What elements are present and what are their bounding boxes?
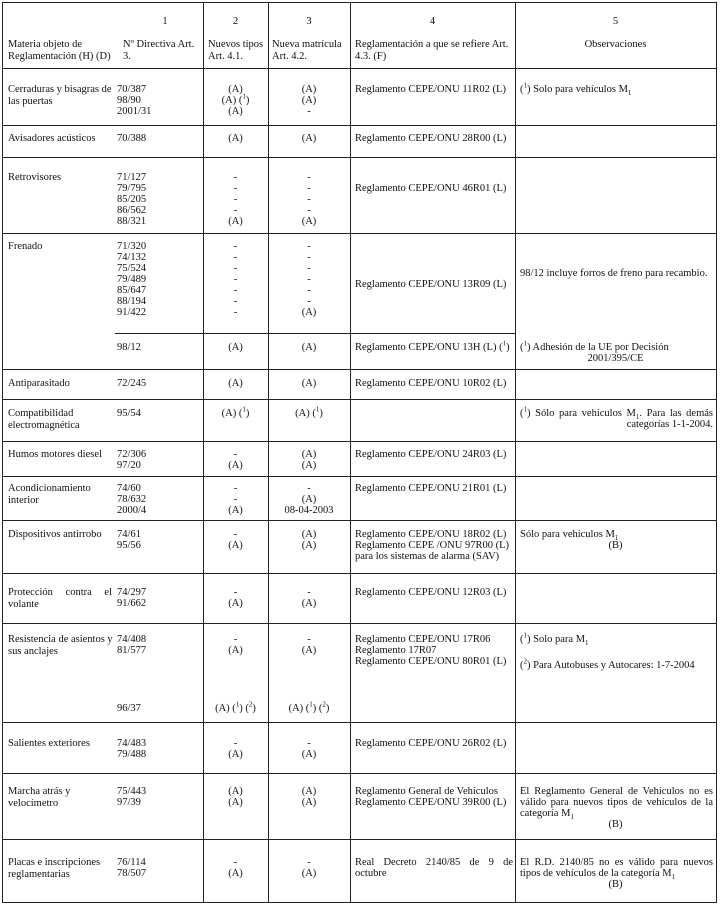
row-reglamentacion: Reglamento CEPE/ONU 46R01 (L) — [355, 183, 507, 194]
col-divider-5 — [515, 2, 516, 903]
row-nuevos-tipos: (A) — [228, 505, 243, 516]
row-nuevos-tipos: - — [233, 252, 238, 263]
row-directiva: 75/443 — [117, 786, 147, 797]
row-nueva-matricula: (A) — [301, 540, 317, 551]
row-nueva-matricula: (A) ($^1$) ($^2$) — [288, 700, 330, 714]
row-nueva-matricula: (A) — [301, 449, 317, 460]
row-directiva: 75/524 — [117, 263, 147, 274]
row-directiva: 78/507 — [117, 868, 147, 879]
row-nueva-matricula: (A) — [301, 868, 317, 879]
row-observacion: El Reglamento General de Vehículos no es — [520, 786, 713, 797]
row-divider — [2, 476, 717, 477]
row-reglamentacion: Reglamento CEPE/ONU 28R00 (L) — [355, 133, 507, 144]
row-nuevos-tipos: - — [233, 587, 238, 598]
row-directiva: 76/114 — [117, 857, 146, 868]
row-nuevos-tipos: - — [233, 634, 238, 645]
row-nueva-matricula: - — [307, 274, 311, 285]
row-nueva-matricula: (A) — [301, 95, 317, 106]
col-number-4: 4 — [429, 16, 436, 27]
row-directiva: 97/39 — [117, 797, 141, 808]
row-observacion: El R.D. 2140/85 no es válido para nuevos — [520, 857, 713, 868]
row-nuevos-tipos: (A) — [228, 540, 243, 551]
row-nuevos-tipos: (A) — [228, 749, 243, 760]
row-directiva: 85/647 — [117, 285, 147, 296]
row-directiva: 70/387 — [117, 84, 147, 95]
row-nueva-matricula: - — [307, 634, 311, 645]
row-observacion: ($^1$) Solo para $M_1$ — [520, 631, 589, 648]
row-divider — [2, 441, 717, 442]
row-directiva: 98/12 — [117, 342, 141, 353]
header-nueva-matricula: Nueva matrícula Art. 4.2. — [272, 39, 342, 62]
row-reglamentacion: Reglamento CEPE/ONU 13H (L) ($^1$) — [355, 339, 510, 353]
row-nuevos-tipos: (A) — [228, 106, 243, 117]
row-directiva: 79/795 — [117, 183, 147, 194]
row-directiva: 88/321 — [117, 216, 147, 227]
row-nueva-matricula: (A) — [301, 342, 317, 353]
row-observacion: Sólo para vehículos $M_1$ — [520, 529, 619, 543]
header-observaciones: Observaciones — [584, 39, 647, 50]
row-directiva: 88/194 — [117, 296, 147, 307]
row-nueva-matricula: 08-04-2003 — [284, 505, 334, 516]
row-nuevos-tipos: - — [233, 857, 238, 868]
row-directiva: 81/577 — [117, 645, 147, 656]
row-nueva-matricula: - — [307, 183, 311, 194]
row-reglamentacion: Reglamento General de Vehículos — [355, 786, 498, 797]
row-nueva-matricula: (A) — [301, 133, 317, 144]
row-divider — [2, 773, 717, 774]
row-divider — [2, 2, 717, 3]
row-nuevos-tipos: (A) — [228, 133, 243, 144]
row-nueva-matricula: - — [307, 194, 311, 205]
row-nueva-matricula: - — [307, 263, 311, 274]
row-materia: Protección contra el volante — [8, 587, 112, 610]
row-directiva: 85/205 — [117, 194, 147, 205]
row-reglamentacion: Reglamento CEPE /ONU 97R00 (L) — [355, 540, 509, 551]
row-directiva: 70/388 — [117, 133, 147, 144]
row-nueva-matricula: - — [307, 285, 311, 296]
row-divider-partial — [115, 333, 515, 334]
row-nuevos-tipos: - — [233, 307, 238, 318]
row-nueva-matricula: - — [307, 857, 311, 868]
row-nuevos-tipos: (A) — [228, 378, 243, 389]
row-directiva: 74/132 — [117, 252, 147, 263]
table-border-right — [716, 2, 717, 903]
row-observacion: 2001/395/CE — [587, 353, 644, 364]
row-reglamentacion: Reglamento CEPE/ONU 13R09 (L) — [355, 279, 507, 290]
row-reglamentacion: Reglamento CEPE/ONU 17R06 — [355, 634, 491, 645]
row-observacion: (B) — [608, 819, 623, 830]
row-nueva-matricula: (A) — [301, 529, 317, 540]
row-observacion: (B) — [608, 540, 623, 551]
row-nueva-matricula: (A) — [301, 645, 317, 656]
row-directiva: 97/20 — [117, 460, 141, 471]
row-directiva: 95/56 — [117, 540, 141, 551]
row-nueva-matricula: (A) — [301, 797, 317, 808]
row-nuevos-tipos: (A) — [228, 460, 243, 471]
row-directiva: 95/54 — [117, 408, 141, 419]
row-directiva: 2001/31 — [117, 106, 152, 117]
col-number-1: 1 — [162, 16, 168, 27]
row-divider — [2, 68, 717, 69]
row-materia: Dispositivos antirrobo — [8, 529, 102, 540]
row-nueva-matricula: (A) — [301, 494, 317, 505]
row-divider — [2, 623, 717, 624]
row-directiva: 79/488 — [117, 749, 147, 760]
row-nueva-matricula: - — [307, 172, 311, 183]
row-nuevos-tipos: - — [233, 494, 238, 505]
row-nueva-matricula: - — [307, 205, 311, 216]
row-directiva: 72/306 — [117, 449, 147, 460]
row-reglamentacion: Reglamento CEPE/ONU 24R03 (L) — [355, 449, 507, 460]
row-nuevos-tipos: - — [233, 449, 238, 460]
row-nuevos-tipos: - — [233, 263, 238, 274]
row-nueva-matricula: (A) — [301, 84, 317, 95]
row-directiva: 79/489 — [117, 274, 147, 285]
row-nueva-matricula: - — [307, 296, 311, 307]
row-directiva: 96/37 — [117, 703, 141, 714]
row-nuevos-tipos: (A) — [228, 216, 243, 227]
row-directiva: 78/632 — [117, 494, 147, 505]
row-reglamentacion: Reglamento 17R07 — [355, 645, 437, 656]
row-nuevos-tipos: - — [233, 172, 238, 183]
row-materia: Antiparasitado — [8, 378, 70, 389]
row-directiva: 91/422 — [117, 307, 147, 318]
row-observacion: ($^2$) Para Autobuses y Autocares: 1-7-2004 — [520, 657, 695, 671]
row-materia: Humos motores diesel — [8, 449, 102, 460]
row-nuevos-tipos: (A) — [228, 598, 243, 609]
row-nueva-matricula: - — [307, 738, 311, 749]
header-materia: Materia objeto de Reglamentación (H) (D) — [8, 39, 111, 62]
row-materia: Retrovisores — [8, 172, 62, 183]
row-observacion: ($^1$) Adhesión de la UE por Decisión — [520, 339, 669, 353]
row-nuevos-tipos: (A) ($^1$) ($^2$) — [215, 700, 256, 714]
row-nueva-matricula: (A) — [301, 378, 317, 389]
row-nueva-matricula: - — [307, 587, 311, 598]
row-reglamentacion: Reglamento CEPE/ONU 26R02 (L) — [355, 738, 507, 749]
row-observacion: tipos de vehículos de la categoría $M_1$ — [520, 868, 676, 882]
row-materia: Resistencia de asientos y sus anclajes — [8, 634, 113, 657]
row-divider — [2, 573, 717, 574]
row-divider — [2, 125, 717, 126]
row-divider — [2, 520, 717, 521]
row-divider — [2, 722, 717, 723]
row-nuevos-tipos: (A) — [228, 645, 243, 656]
row-nuevos-tipos: - — [233, 529, 238, 540]
header-reglamentacion: Reglamentación a que se refiere Art. 4.3. (F) — [355, 39, 509, 62]
row-divider — [2, 233, 717, 234]
row-directiva: 74/60 — [117, 483, 141, 494]
row-divider — [2, 399, 717, 400]
row-nuevos-tipos: - — [233, 194, 238, 205]
row-nueva-matricula: - — [307, 252, 311, 263]
row-nuevos-tipos: - — [233, 285, 238, 296]
row-reglamentacion: Reglamento CEPE/ONU 18R02 (L) — [355, 529, 507, 540]
row-nuevos-tipos: (A) — [228, 797, 243, 808]
row-nueva-matricula: (A) — [301, 460, 317, 471]
row-reglamentacion: Reglamento CEPE/ONU 12R03 (L) — [355, 587, 507, 598]
row-reglamentacion: Reglamento CEPE/ONU 39R00 (L) — [355, 797, 507, 808]
header-directiva: Nº Directiva Art. 3. — [123, 39, 195, 62]
row-nueva-matricula: (A) — [301, 749, 317, 760]
row-nuevos-tipos: - — [233, 183, 238, 194]
row-nueva-matricula: (A) — [301, 216, 317, 227]
row-directiva: 98/90 — [117, 95, 141, 106]
row-nuevos-tipos: - — [233, 274, 238, 285]
row-divider — [2, 369, 717, 370]
row-observacion: válido para nuevos tipos de vehículos de la — [520, 797, 713, 808]
row-directiva: 74/408 — [117, 634, 147, 645]
row-nuevos-tipos: (A) — [228, 868, 243, 879]
row-directiva: 74/483 — [117, 738, 147, 749]
row-directiva: 74/297 — [117, 587, 147, 598]
row-reglamentacion: Real Decreto 2140/85 de 9 de — [355, 857, 513, 868]
col-number-2: 2 — [232, 16, 239, 27]
row-divider — [2, 839, 717, 840]
row-observacion: ($^1$) Solo para vehículos $M_1$ — [520, 81, 632, 98]
row-reglamentacion: para los sistemas de alarma (SAV) — [355, 551, 500, 562]
row-materia: Cerraduras y bisagras de las puertas — [8, 84, 112, 107]
col-number-3: 3 — [306, 16, 312, 27]
row-nuevos-tipos: - — [233, 205, 238, 216]
row-nueva-matricula: (A) ($^1$) — [295, 405, 323, 419]
table-border-left — [2, 2, 3, 903]
row-nuevos-tipos: (A) — [228, 786, 243, 797]
row-reglamentacion: octubre — [355, 868, 387, 879]
row-directiva: 71/320 — [117, 241, 147, 252]
row-nuevos-tipos: - — [233, 241, 238, 252]
header-nuevos-tipos: Nuevos tipos Art. 4.1. — [208, 39, 264, 62]
row-directiva: 72/245 — [117, 378, 147, 389]
row-observacion: (B) — [608, 879, 623, 890]
row-directiva: 71/127 — [117, 172, 147, 183]
row-observacion: 98/12 incluye forros de freno para recambio. — [520, 268, 708, 279]
row-observacion: categoría $M_1$ — [520, 808, 574, 822]
row-directiva: 91/662 — [117, 598, 147, 609]
row-directiva: 74/61 — [117, 529, 141, 540]
row-materia: Acondicionamiento interior — [8, 483, 91, 506]
row-materia: Marcha atrás y velocímetro — [8, 786, 71, 809]
row-nueva-matricula: (A) — [301, 598, 317, 609]
row-nuevos-tipos: (A) — [228, 84, 243, 95]
row-nueva-matricula: - — [307, 483, 311, 494]
row-observacion: categorías 1-1-2004. — [626, 419, 713, 430]
row-nuevos-tipos: (A) ($^1$) — [221, 405, 250, 419]
row-nuevos-tipos: - — [233, 296, 238, 307]
row-nuevos-tipos: - — [233, 738, 238, 749]
row-divider — [2, 157, 717, 158]
col-number-5: 5 — [612, 16, 619, 27]
table-border-bottom — [2, 902, 717, 903]
row-nuevos-tipos: - — [233, 483, 238, 494]
row-materia: Frenado — [8, 241, 43, 252]
row-reglamentacion: Reglamento CEPE/ONU 80R01 (L) — [355, 656, 507, 667]
row-observacion: ($^1$) Sólo para vehículos $M_1$. Para las demás — [520, 405, 713, 422]
row-materia: Compatibilidad electromagnética — [8, 408, 80, 431]
row-materia: Avisadores acústicos — [8, 133, 96, 144]
row-nueva-matricula: - — [307, 241, 311, 252]
row-nueva-matricula: (A) — [301, 786, 317, 797]
row-nueva-matricula: - — [307, 106, 311, 117]
row-reglamentacion: Reglamento CEPE/ONU 21R01 (L) — [355, 483, 507, 494]
row-directiva: 86/562 — [117, 205, 147, 216]
row-materia: Placas e inscripciones reglamentarias — [8, 857, 101, 880]
row-reglamentacion: Reglamento CEPE/ONU 11R02 (L) — [355, 84, 506, 95]
row-nuevos-tipos: (A) ($^1$) — [221, 92, 250, 106]
row-nueva-matricula: (A) — [301, 307, 317, 318]
row-materia: Salientes exteriores — [8, 738, 90, 749]
col-divider-4 — [350, 2, 351, 903]
row-directiva: 2000/4 — [117, 505, 147, 516]
row-reglamentacion: Reglamento CEPE/ONU 10R02 (L) — [355, 378, 507, 389]
row-nuevos-tipos: (A) — [228, 342, 243, 353]
